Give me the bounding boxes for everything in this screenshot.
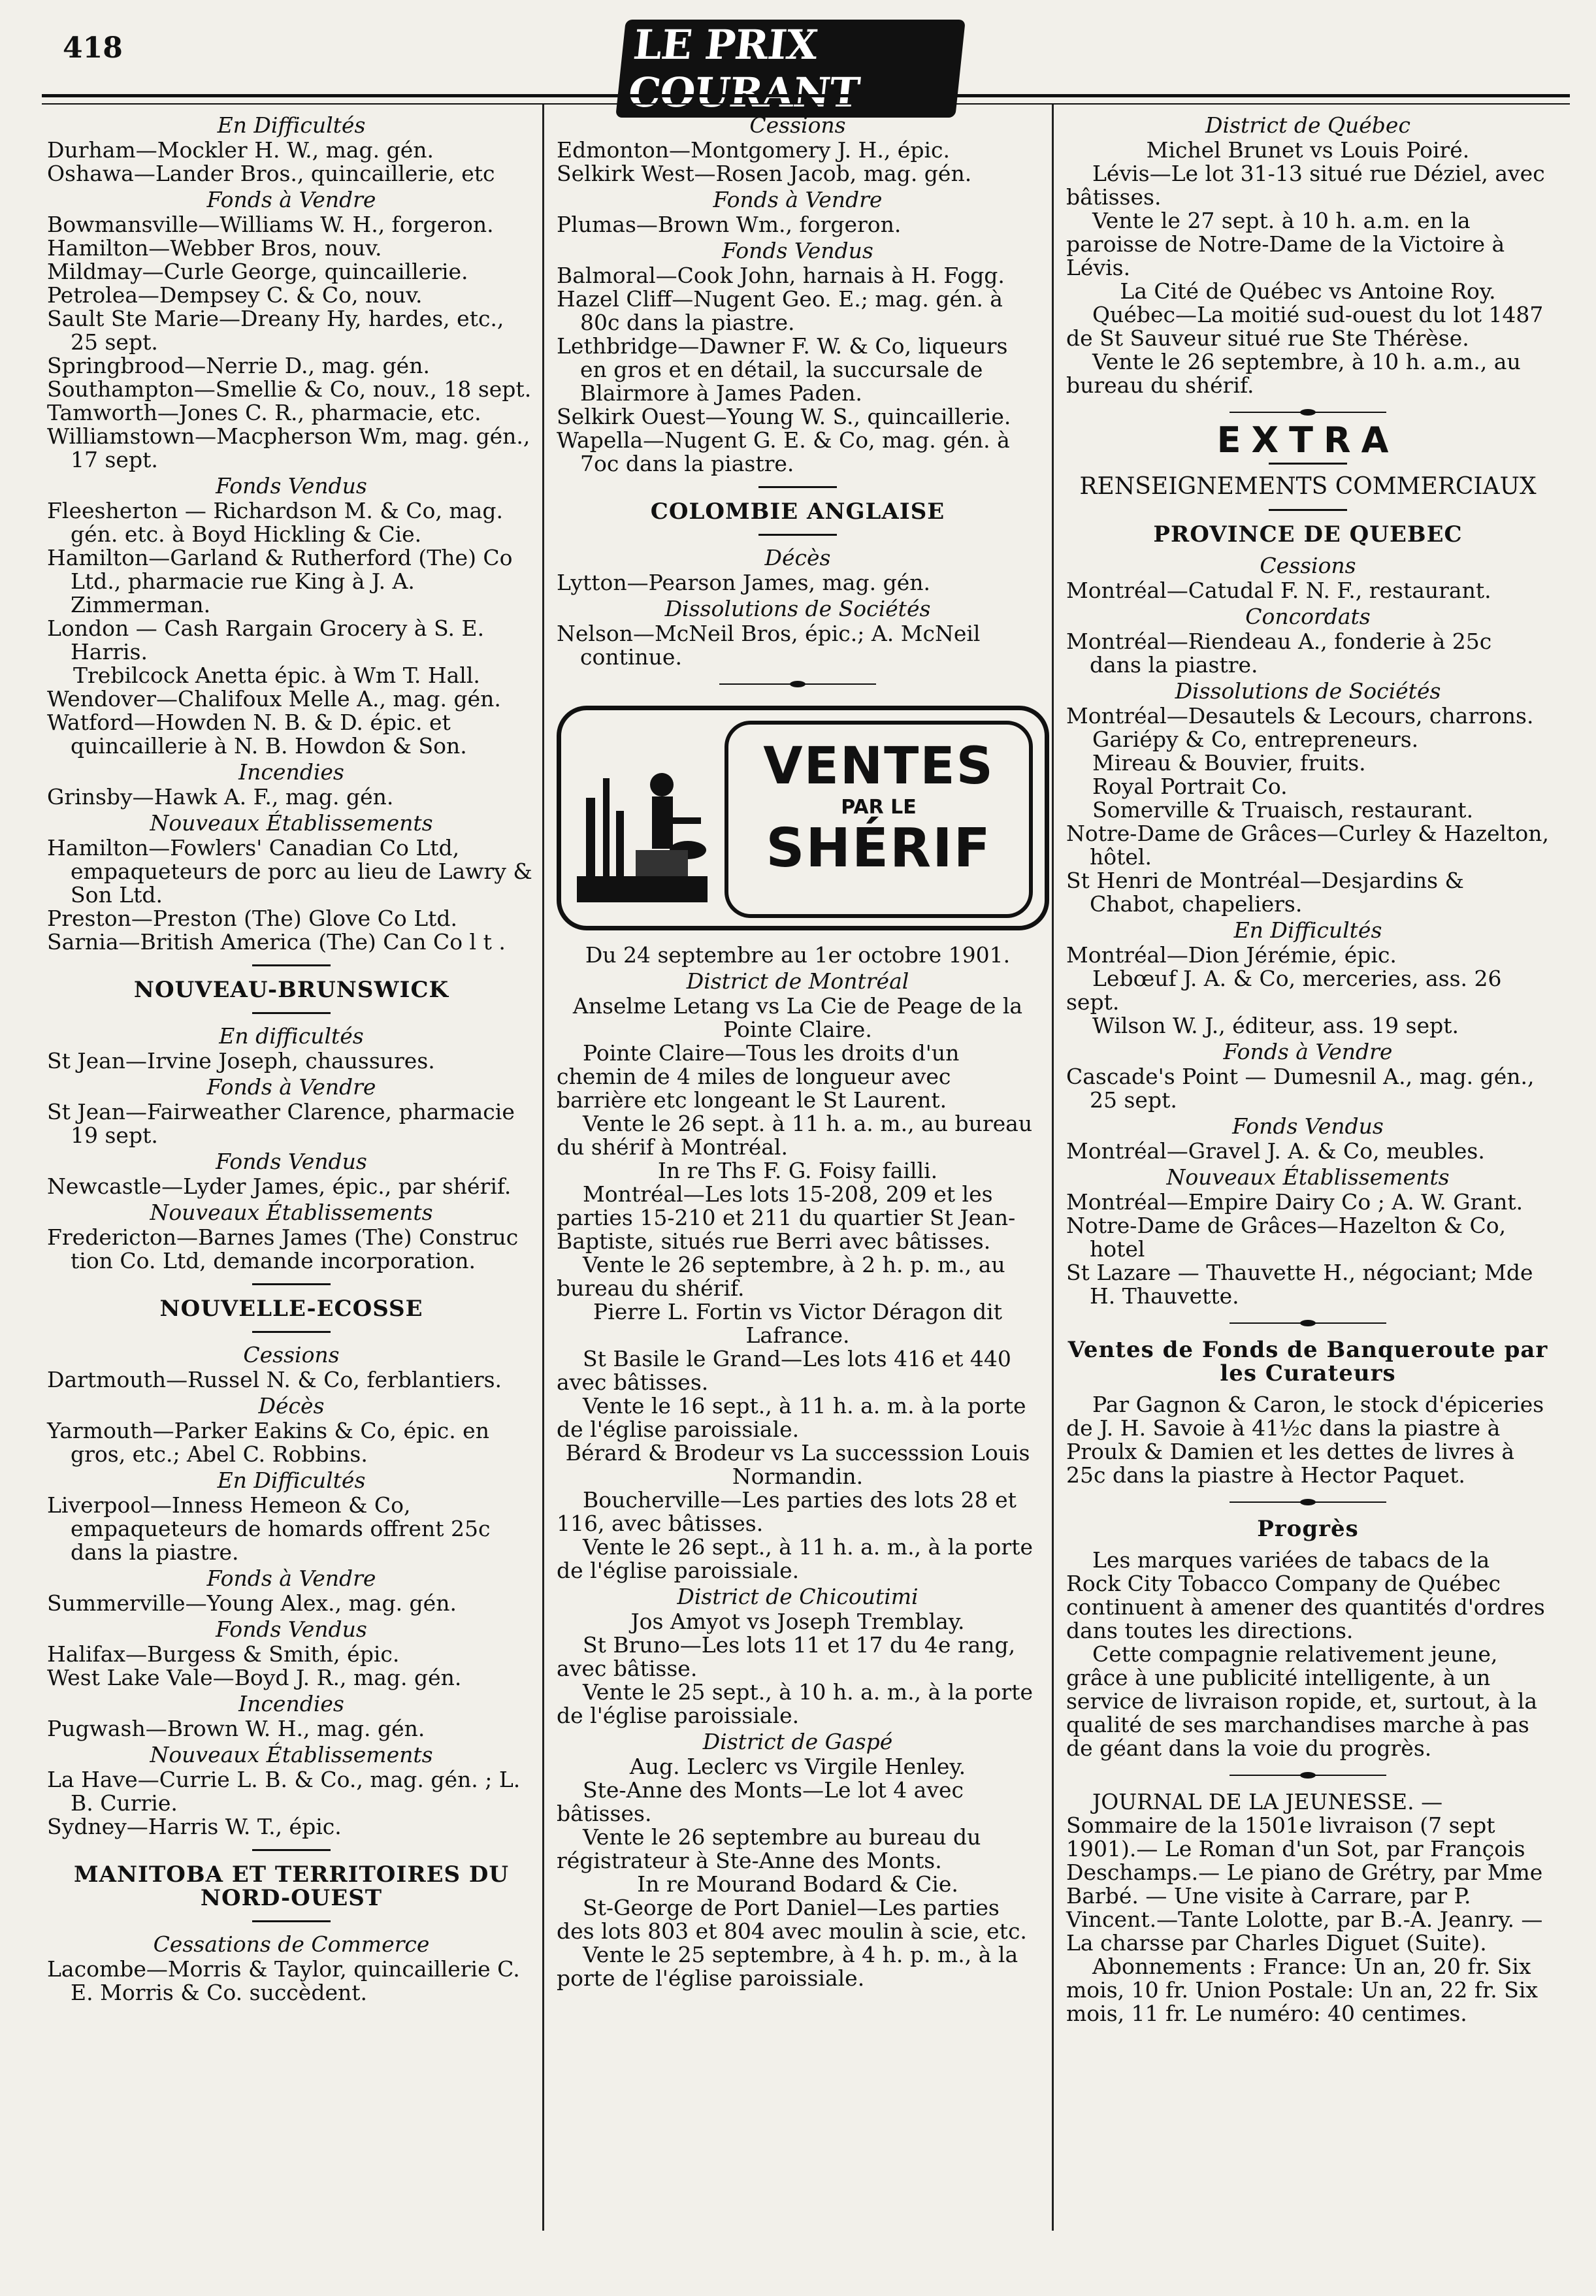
listing-entry: Hamilton—Webber Bros, nouv. [47, 235, 382, 261]
paragraph: Vente le 27 sept. à 10 h. a.m. en la paroisse de Notre-Dame de la Victoire à Lévis. [1066, 208, 1505, 280]
section-subheading: En difficultés [219, 1023, 364, 1049]
separator-rule [252, 1012, 331, 1014]
paragraph: Ste-Anne des Monts—Le lot 4 avec bâtisses. [557, 1777, 964, 1826]
section-subheading: Dissolutions de Sociétés [664, 596, 931, 621]
listing-entry: Selkirk Ouest—Young W. S., quincaillerie. [557, 404, 1011, 429]
paragraph: Montréal—Les lots 15-208, 209 et les parties 15-210 et 211 du quartier St Jean-Baptiste, situés rue Berri avec bâtisses. [557, 1181, 1016, 1254]
listing-entry: Montréal—Catudal F. N. F., restaurant. [1066, 578, 1491, 603]
section-subheading: Fonds Vendus [1232, 1113, 1384, 1139]
listing-entry: St Henri de Montréal—Desjardins & Chabot, chapeliers. [1066, 868, 1464, 917]
listing-entry: Balmoral—Cook John, harnais à H. Fogg. [557, 263, 1005, 288]
listing-entry: Edmonton—Montgomery J. H., épic. [557, 137, 950, 163]
ornament-separator [1230, 1499, 1386, 1505]
paragraph: Les marques variées de tabacs de la Rock City Tobacco Company de Québec continuent à amener des quantités d'ordres dans toutes les directions. [1066, 1547, 1545, 1643]
section-subheading: District de Montréal [686, 968, 909, 994]
paragraph: Trebilcock Anetta épic. à Wm T. Hall. [73, 663, 480, 688]
paragraph: Vente le 26 septembre au bureau du régistrateur à Ste-Anne des Monts. [557, 1824, 981, 1873]
sherif-sign [725, 721, 1033, 918]
section-subheading: Cessations de Commerce [153, 1931, 430, 1957]
listing-entry: Durham—Mockler H. W., mag. gén. [47, 137, 434, 163]
auction-illustration-icon [570, 719, 714, 909]
header-rule-thin [42, 103, 1570, 105]
section-heading: Progrès [1257, 1516, 1359, 1542]
listing-entry: Williamstown—Macpherson Wm, mag. gén., 17 sept. [47, 423, 530, 472]
listing-entry: St Lazare — Thauvette H., négociant; Mde H. Thauvette. [1066, 1260, 1533, 1309]
listing-entry: Hamilton—Garland & Rutherford (The) Co Ltd., pharmacie rue King à J. A. Zimmerman. [47, 545, 513, 617]
separator-rule [252, 1920, 331, 1922]
listing-entry: Hazel Cliff—Nugent Geo. E.; mag. gén. à 80c dans la piastre. [557, 286, 1003, 335]
centered-line: Du 24 septembre au 1er octobre 1901. [585, 942, 1011, 968]
listing-entry: Watford—Howden N. B. & D. épic. et quincaillerie à N. B. Howdon & Son. [47, 710, 467, 759]
listing-entry: Fredericton—Barnes James (The) Construc tion Co. Ltd, demande incorporation. [47, 1224, 519, 1273]
listing-entry: Yarmouth—Parker Eakins & Co, épic. en gros, etc.; Abel C. Robbins. [47, 1418, 489, 1467]
listing-entry: Wapella—Nugent G. E. & Co, mag. gén. à 7oc dans la piastre. [557, 427, 1010, 476]
section-subheading: Nouveaux Établissements [150, 810, 433, 836]
listing-entry: Oshawa—Lander Bros., quincaillerie, etc [47, 161, 495, 186]
section-subheading: Fonds à Vendre [713, 187, 883, 212]
paragraph: Vente le 26 septembre, à 10 h. a.m., au bureau du shérif. [1066, 349, 1521, 398]
section-subheading: Cessions [1260, 553, 1356, 578]
listing-entry: Cascade's Point — Dumesnil A., mag. gén., 25 sept. [1066, 1064, 1535, 1113]
listing-entry: Newcastle—Lyder James, épic., par shérif. [47, 1173, 512, 1199]
separator-rule [252, 1283, 331, 1285]
listing-entry: St Jean—Irvine Joseph, chaussures. [47, 1048, 435, 1074]
paragraph: St Bruno—Les lots 11 et 17 du 4e rang, avec bâtisse. [557, 1632, 1016, 1681]
listing-entry: London — Cash Rargain Grocery à S. E. Harris. [47, 615, 485, 664]
section-subheading: Décès [764, 545, 831, 570]
listing-entry: Summerville—Young Alex., mag. gén. [47, 1590, 457, 1616]
listing-entry: Montréal—Dion Jérémie, épic. [1066, 942, 1397, 968]
sherif-line1: VENTES [763, 737, 994, 796]
listing-entry: Lethbridge—Dawner F. W. & Co, liqueurs en gros et en détail, la succursale de Blairmore à James Paden. [557, 333, 1008, 406]
listing-entry: Nelson—McNeil Bros, épic.; A. McNeil continue. [557, 621, 981, 670]
section-subheading: Nouveaux Établissements [150, 1742, 433, 1767]
section-heading: NOUVELLE-ECOSSE [159, 1296, 423, 1322]
separator-rule [1269, 463, 1347, 465]
listing-entry: Sault Ste Marie—Dreany Hy, hardes, etc., 25 sept. [47, 306, 504, 355]
listing-entry: Bowmansville—Williams W. H., forgeron. [47, 212, 494, 237]
listing-entry: Liverpool—Inness Hemeon & Co, empaqueteurs de homards offrent 25c dans la piastre. [47, 1492, 491, 1565]
column-right [1066, 111, 1550, 2222]
centered-line: Aug. Leclerc vs Virgile Henley. [629, 1754, 966, 1779]
listing-entry: Sydney—Harris W. T., épic. [47, 1814, 342, 1839]
page-number: 418 [63, 31, 123, 65]
column-middle [557, 111, 1039, 2222]
section-subheading: En Difficultés [217, 1468, 366, 1493]
paragraph: Vente le 25 septembre, à 4 h. p. m., à la porte de l'église paroissiale. [557, 1942, 1018, 1991]
paragraph: Pointe Claire—Tous les droits d'un chemin de 4 miles de longueur avec barrière etc longeant le St Laurent. [557, 1040, 960, 1113]
column-left [47, 111, 536, 2222]
section-subheading: Fonds Vendus [216, 1149, 367, 1174]
separator-rule [252, 1331, 331, 1333]
paragraph: Lebœuf J. A. & Co, merceries, ass. 26 sept. [1066, 966, 1502, 1015]
section-heading: PROVINCE DE QUEBEC [1153, 521, 1463, 548]
sherif-sales-banner [557, 706, 1049, 930]
section-subheading: Fonds Vendus [216, 473, 367, 499]
paragraph: Vente le 26 sept. à 11 h. a. m., au bureau du shérif à Montréal. [557, 1111, 1033, 1160]
listing-entry: Halifax—Burgess & Smith, épic. [47, 1641, 400, 1667]
centered-line: Pierre L. Fortin vs Victor Déragon dit Lafrance. [593, 1299, 1002, 1348]
centered-line: La Cité de Québec vs Antoine Roy. [1120, 278, 1496, 304]
extra-heading: EXTRA [1216, 419, 1399, 461]
paragraph: Wilson W. J., éditeur, ass. 19 sept. [1092, 1013, 1459, 1038]
section-subheading: District de Chicoutimi [677, 1584, 919, 1609]
banner-heading: RENSEIGNEMENTS COMMERCIAUX [1079, 473, 1537, 500]
column-divider [1052, 105, 1054, 2231]
masthead-logo [621, 20, 960, 116]
centered-line: Anselme Letang vs La Cie de Peage de la Pointe Claire. [572, 993, 1023, 1042]
section-subheading: Cessions [749, 112, 846, 138]
listing-entry: Sarnia—British America (The) Can Co l t . [47, 929, 506, 955]
centered-line: Bérard & Brodeur vs La successsion Louis Normandin. [565, 1440, 1030, 1489]
paragraph: Boucherville—Les parties des lots 28 et 116, avec bâtisses. [557, 1487, 1017, 1536]
listing-entry: Mildmay—Curle George, quincaillerie. [47, 259, 468, 284]
listing-entry: Dartmouth—Russel N. & Co, ferblantiers. [47, 1367, 502, 1392]
separator-rule [758, 486, 837, 488]
listing-entry: Montréal—Gravel J. A. & Co, meubles. [1066, 1138, 1485, 1164]
separator-rule [758, 534, 837, 536]
listing-entry: Grinsby—Hawk A. F., mag. gén. [47, 784, 394, 810]
listing-entry: Hamilton—Fowlers' Canadian Co Ltd, empaqueteurs de porc au lieu de Lawry & Son Ltd. [47, 835, 532, 908]
paragraph: Par Gagnon & Caron, le stock d'épiceries de J. H. Savoie à 41½c dans la piastre à Proulx & Damien et les dettes de livres à 25c dans la piastre à Hector Paquet. [1066, 1392, 1544, 1488]
listing-entry: Montréal—Empire Dairy Co ; A. W. Grant. [1066, 1189, 1523, 1215]
paragraph: Mireau & Bouvier, fruits. [1092, 750, 1366, 776]
section-subheading: Fonds à Vendre [206, 1566, 376, 1591]
sherif-line3: SHÉRIF [766, 817, 992, 879]
centered-line: In re Mourand Bodard & Cie. [637, 1871, 958, 1897]
listing-entry: Springbrood—Nerrie D., mag. gén. [47, 353, 430, 378]
listing-entry: Petrolea—Dempsey C. & Co, nouv. [47, 282, 423, 308]
header-rule [42, 94, 1570, 97]
centered-line: Michel Brunet vs Louis Poiré. [1146, 137, 1470, 163]
section-subheading: Concordats [1245, 604, 1371, 629]
paragraph: Vente le 16 sept., à 11 h. a. m. à la porte de l'église paroissiale. [557, 1393, 1026, 1442]
listing-entry: Pugwash—Brown W. H., mag. gén. [47, 1716, 425, 1741]
paragraph: JOURNAL DE LA JEUNESSE. — Sommaire de la 1501e livraison (7 sept 1901).— Le Roman d'un Sot, par François Deschamps.— Le piano de Grétry, par Mme Barbé. — Une visite à Carrare, par P. Vincent.—Tante Lolotte, par B.-A. Jeanry. — La charsse par Charles Diguet (Suite). [1066, 1789, 1543, 1956]
listing-entry: Plumas—Brown Wm., forgeron. [557, 212, 902, 237]
listing-entry: Tamworth—Jones C. R., pharmacie, etc. [47, 400, 481, 425]
listing-entry: Lytton—Pearson James, mag. gén. [557, 570, 930, 595]
listing-entry: Southampton—Smellie & Co, nouv., 18 sept. [47, 376, 532, 402]
section-subheading: Nouveaux Établissements [1166, 1164, 1450, 1190]
listing-entry: Preston—Preston (The) Glove Co Ltd. [47, 906, 458, 931]
section-subheading: Nouveaux Établissements [150, 1200, 433, 1225]
section-subheading: Fonds à Vendre [206, 187, 376, 212]
masthead-title: LE PRIX COURANT [615, 20, 966, 118]
section-heading: Ventes de Fonds de Banqueroute par les Curateurs [1067, 1337, 1548, 1386]
section-subheading: Incendies [238, 1691, 344, 1716]
paragraph: Vente le 26 septembre, à 2 h. p. m., au bureau du shérif. [557, 1252, 1005, 1301]
section-subheading: En Difficultés [1233, 917, 1382, 943]
paragraph: Vente le 25 sept., à 10 h. a. m., à la porte de l'église paroissiale. [557, 1679, 1033, 1728]
listing-entry: West Lake Vale—Boyd J. R., mag. gén. [47, 1665, 462, 1690]
section-heading: COLOMBIE ANGLAISE [650, 499, 945, 525]
ornament-separator [1230, 1320, 1386, 1326]
section-subheading: Cessions [243, 1342, 340, 1368]
paragraph: Royal Portrait Co. [1092, 774, 1288, 799]
ornament-separator [1230, 409, 1386, 416]
listing-entry: Selkirk West—Rosen Jacob, mag. gén. [557, 161, 972, 186]
listing-entry: Notre-Dame de Grâces—Curley & Hazelton, hôtel. [1066, 821, 1549, 870]
paragraph: St Basile le Grand—Les lots 416 et 440 avec bâtisses. [557, 1346, 1011, 1395]
section-heading: NOUVEAU-BRUNSWICK [133, 977, 449, 1003]
paragraph: Abonnements : France: Un an, 20 fr. Six mois, 10 fr. Union Postale: Un an, 22 fr. Six mois, 11 fr. Le numéro: 40 centimes. [1066, 1954, 1539, 2026]
listing-entry: Notre-Dame de Grâces—Hazelton & Co, hotel [1066, 1213, 1506, 1262]
paragraph: Lévis—Le lot 31-13 situé rue Déziel, avec bâtisses. [1066, 161, 1545, 210]
paragraph: Somerville & Truaisch, restaurant. [1092, 797, 1474, 823]
separator-rule [1269, 509, 1347, 511]
listing-entry: St Jean—Fairweather Clarence, pharmacie 19 sept. [47, 1099, 515, 1148]
listing-entry: La Have—Currie L. B. & Co., mag. gén. ; L. B. Currie. [47, 1767, 521, 1816]
section-heading: MANITOBA ET TERRITOIRES DU NORD-OUEST [73, 1861, 510, 1911]
section-subheading: Fonds à Vendre [1223, 1039, 1393, 1064]
section-subheading: Fonds à Vendre [206, 1074, 376, 1100]
section-subheading: En Difficultés [217, 112, 366, 138]
separator-rule [252, 1849, 331, 1851]
paragraph: Cette compagnie relativement jeune, grâce à une publicité intelligente, à un service de livraison ropide, et, surtout, à la qualité de ses marchandises marche à pas de géant dans la voie du progrès. [1066, 1641, 1538, 1761]
listing-entry: Lacombe—Morris & Taylor, quincaillerie C. E. Morris & Co. succèdent. [47, 1956, 520, 2005]
paragraph: St-George de Port Daniel—Les parties des lots 803 et 804 avec moulin à scie, etc. [557, 1895, 1027, 1944]
ornament-separator [719, 681, 876, 687]
centered-line: Jos Amyot vs Joseph Tremblay. [630, 1609, 965, 1634]
listing-entry: Fleesherton — Richardson M. & Co, mag. gén. etc. à Boyd Hickling & Cie. [47, 498, 503, 547]
paragraph: Gariépy & Co, entrepreneurs. [1092, 727, 1419, 752]
listing-entry: Wendover—Chalifoux Melle A., mag. gén. [47, 686, 501, 712]
column-divider [542, 105, 544, 2231]
paragraph: Vente le 26 sept., à 11 h. a. m., à la porte de l'église paroissiale. [557, 1534, 1033, 1583]
ornament-separator [1230, 1772, 1386, 1779]
listing-entry: Montréal—Riendeau A., fonderie à 25c dans la piastre. [1066, 629, 1492, 678]
centered-line: In re Ths F. G. Foisy failli. [657, 1158, 938, 1183]
sherif-line2: PAR LE [841, 796, 917, 819]
listing-entry: Montréal—Desautels & Lecours, charrons. [1066, 703, 1534, 729]
paragraph: Québec—La moitié sud-ouest du lot 1487 de St Sauveur situé rue Ste Thérèse. [1066, 302, 1544, 351]
separator-rule [252, 964, 331, 966]
section-subheading: Dissolutions de Sociétés [1175, 678, 1441, 704]
section-subheading: Fonds Vendus [722, 238, 873, 263]
section-subheading: Décès [258, 1393, 325, 1419]
section-subheading: District de Québec [1205, 112, 1410, 138]
section-subheading: District de Gaspé [702, 1729, 893, 1754]
section-subheading: Incendies [238, 759, 344, 785]
section-subheading: Fonds Vendus [216, 1616, 367, 1642]
